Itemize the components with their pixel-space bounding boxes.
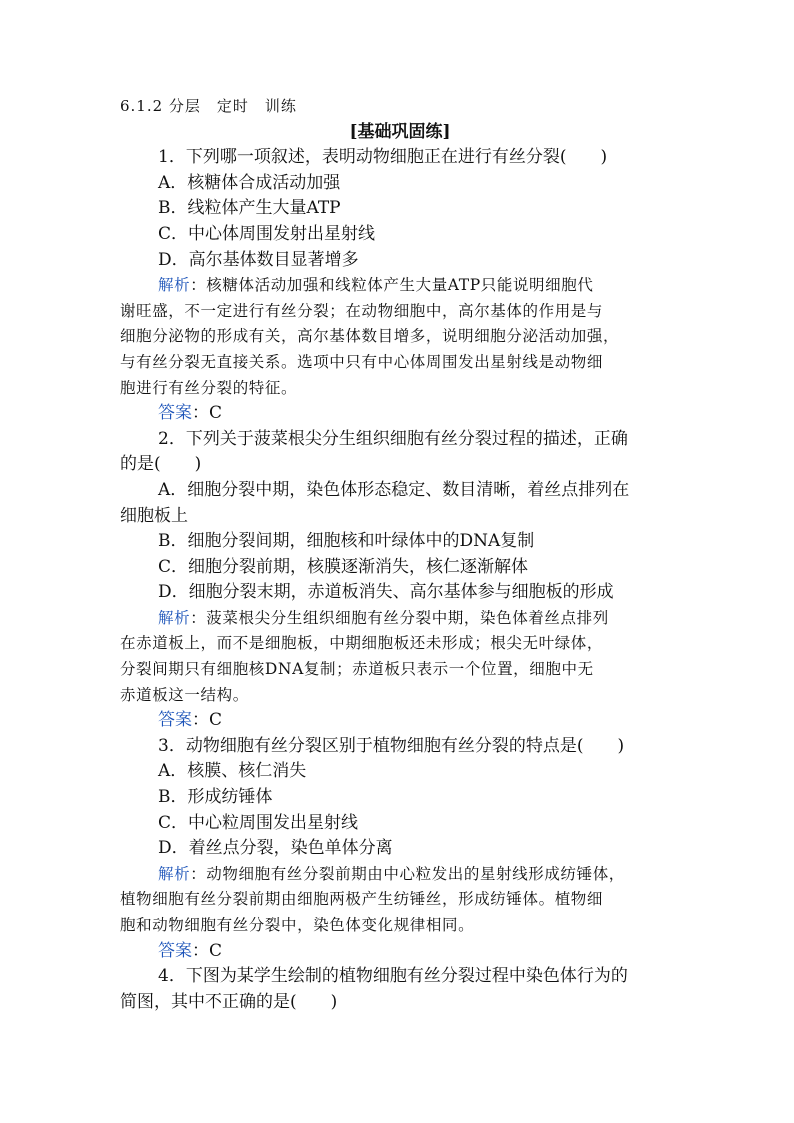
- question-4: [120, 964, 680, 1015]
- analysis-line: 谢旺盛，不一定进行有丝分裂；在动物细胞中，高尔基体的作用是与: [120, 301, 604, 320]
- analysis-label: 解析: [158, 276, 191, 295]
- analysis-line: 植物细胞有丝分裂前期由细胞两极产生纺锤丝，形成纺锤体。植物细: [120, 890, 604, 909]
- option-d: D．着丝点分裂，染色单体分离: [158, 838, 393, 859]
- document-page: [120, 94, 680, 1015]
- option-a: A．核膜、核仁消失: [158, 761, 307, 782]
- option-c: C．细胞分裂前期，核膜逐渐消失，核仁逐渐解体: [158, 556, 529, 577]
- section-heading: [基础巩固练]: [349, 121, 451, 142]
- analysis: [120, 273, 680, 401]
- answer-label: 答案: [158, 710, 192, 731]
- option-b: B．形成纺锤体: [158, 787, 273, 808]
- option-a: A．核糖体合成活动加强: [158, 172, 341, 193]
- question-stem: 简图，其中不正确的是( ): [120, 991, 338, 1012]
- question-stem: 3．动物细胞有丝分裂区别于植物细胞有丝分裂的特点是( ): [158, 735, 625, 756]
- analysis-label: 解析: [158, 608, 191, 627]
- option-a-continued: 细胞板上: [120, 505, 188, 526]
- analysis-line: 分裂间期只有细胞核DNA复制；赤道板只表示一个位置，细胞中无: [120, 660, 594, 679]
- option-d: D．细胞分裂末期，赤道板消失、高尔基体参与细胞板的形成: [158, 582, 614, 603]
- analysis-line: 胞和动物细胞有丝分裂中，染色体变化规律相同。: [120, 916, 475, 934]
- answer: 答案：C: [158, 710, 223, 731]
- analysis-line: 赤道板这一结构。: [120, 685, 249, 704]
- question-stem: 4．下图为某学生绘制的植物细胞有丝分裂过程中染色体行为的: [158, 966, 628, 987]
- analysis-label: 解析: [158, 864, 191, 883]
- analysis-line: 解析：核糖体活动加强和线粒体产生大量ATP只能说明细胞代: [158, 276, 594, 295]
- question-stem: 2．下列关于菠菜根尖分生组织细胞有丝分裂过程的描述，正确: [158, 428, 628, 449]
- option-b: B．线粒体产生大量ATP: [158, 198, 341, 219]
- analysis-line: 胞进行有丝分裂的特征。: [120, 378, 298, 397]
- question-stem: 1．下列哪一项叙述，表明动物细胞正在进行有丝分裂( ): [158, 147, 608, 168]
- analysis-line: 细胞分泌物的形成有关，高尔基体数目增多，说明细胞分泌活动加强，: [120, 327, 620, 346]
- option-b: B．细胞分裂间期，细胞核和叶绿体中的DNA复制: [158, 531, 535, 552]
- section-title: 6.1.2 分层 定时 训练: [120, 97, 297, 115]
- analysis-line: 解析：菠菜根尖分生组织细胞有丝分裂中期，染色体着丝点排列: [158, 608, 609, 627]
- analysis: [120, 606, 680, 708]
- option-c: C．中心体周围发射出星射线: [158, 223, 376, 244]
- analysis: [120, 862, 680, 939]
- answer-label: 答案: [158, 940, 192, 961]
- analysis-line: 与有丝分裂无直接关系。选项中只有中心体周围发出星射线是动物细: [120, 352, 604, 371]
- option-c: C．中心粒周围发出星射线: [158, 812, 359, 833]
- question-3: [120, 734, 680, 964]
- option-a: A．细胞分裂中期，染色体形态稳定、数目清晰，着丝点排列在: [158, 479, 630, 500]
- question-1: [120, 145, 680, 427]
- answer: 答案：C: [158, 403, 223, 424]
- analysis-line: 在赤道板上，而不是细胞板，中期细胞板还未形成；根尖无叶绿体，: [120, 634, 604, 653]
- answer-label: 答案: [158, 403, 192, 424]
- option-d: D．高尔基体数目显著增多: [158, 249, 359, 270]
- question-2: [120, 427, 680, 734]
- analysis-line: 解析：动物细胞有丝分裂前期由中心粒发出的星射线形成纺锤体，: [158, 864, 625, 883]
- question-stem: 的是( ): [120, 454, 202, 475]
- answer: 答案：C: [158, 940, 223, 961]
